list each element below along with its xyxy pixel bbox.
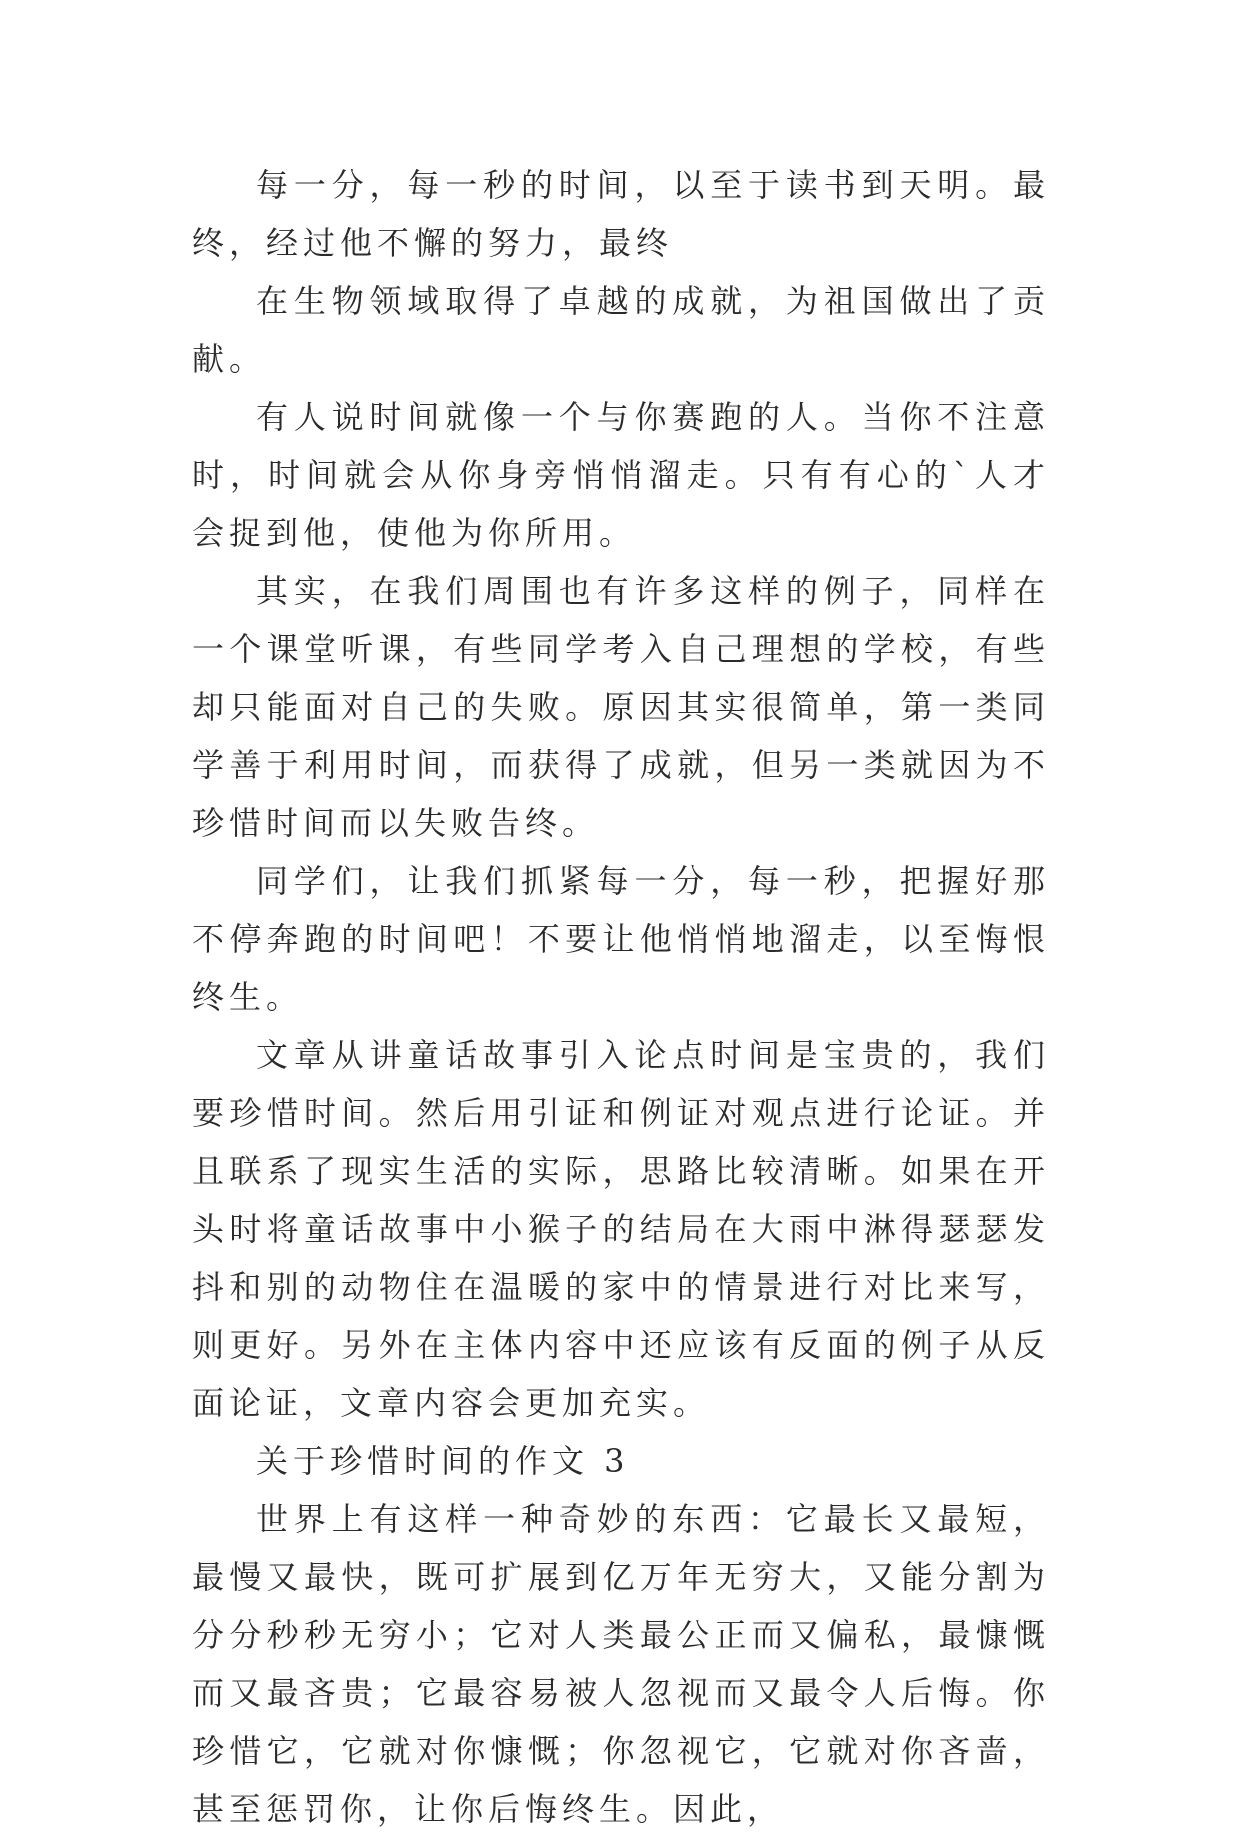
paragraph-3: 有人说时间就像一个与你赛跑的人。当你不注意时，时间就会从你身旁悄悄溜走。只有有心的`人才会捉到他，使他为你所用。 xyxy=(192,398,1050,552)
paragraph-4: 其实，在我们周围也有许多这样的例子，同样在一个课堂听课，有些同学考入自己理想的学校，有些却只能面对自己的失败。原因其实很简单，第一类同学善于利用时间，而获得了成就，但另一类就因为不珍惜时间而以失败告终。 xyxy=(192,572,1050,842)
paragraph-1: 每一分，每一秒的时间，以至于读书到天明。最终，经过他不懈的努力，最终 xyxy=(192,166,1050,262)
paragraph-6: 文章从讲童话故事引入论点时间是宝贵的，我们要珍惜时间。然后用引证和例证对观点进行论证。并且联系了现实生活的实际，思路比较清晰。如果在开头时将童话故事中小猴子的结局在大雨中淋得瑟瑟发抖和别的动物住在温暖的家中的情景进行对比来写，则更好。另外在主体内容中还应该有反面的例子从反面论证，文章内容会更加充实。 xyxy=(192,1036,1050,1422)
paragraph-2: 在生物领域取得了卓越的成就，为祖国做出了贡献。 xyxy=(192,282,1050,378)
section-heading: 关于珍惜时间的作文 3 xyxy=(256,1442,630,1480)
document-body xyxy=(192,156,1050,1838)
paragraph-5: 同学们，让我们抓紧每一分，每一秒，把握好那不停奔跑的时间吧！不要让他悄悄地溜走，以至悔恨终生。 xyxy=(192,862,1050,1016)
paragraph-7: 世界上有这样一种奇妙的东西：它最长又最短，最慢又最快，既可扩展到亿万年无穷大，又能分割为分分秒秒无穷小；它对人类最公正而又偏私，最慷慨而又最吝贵；它最容易被人忽视而又最令人后悔。你珍惜它，它就对你慷慨；你忽视它，它就对你吝啬，甚至惩罚你，让你后悔终生。因此， xyxy=(192,1500,1050,1828)
